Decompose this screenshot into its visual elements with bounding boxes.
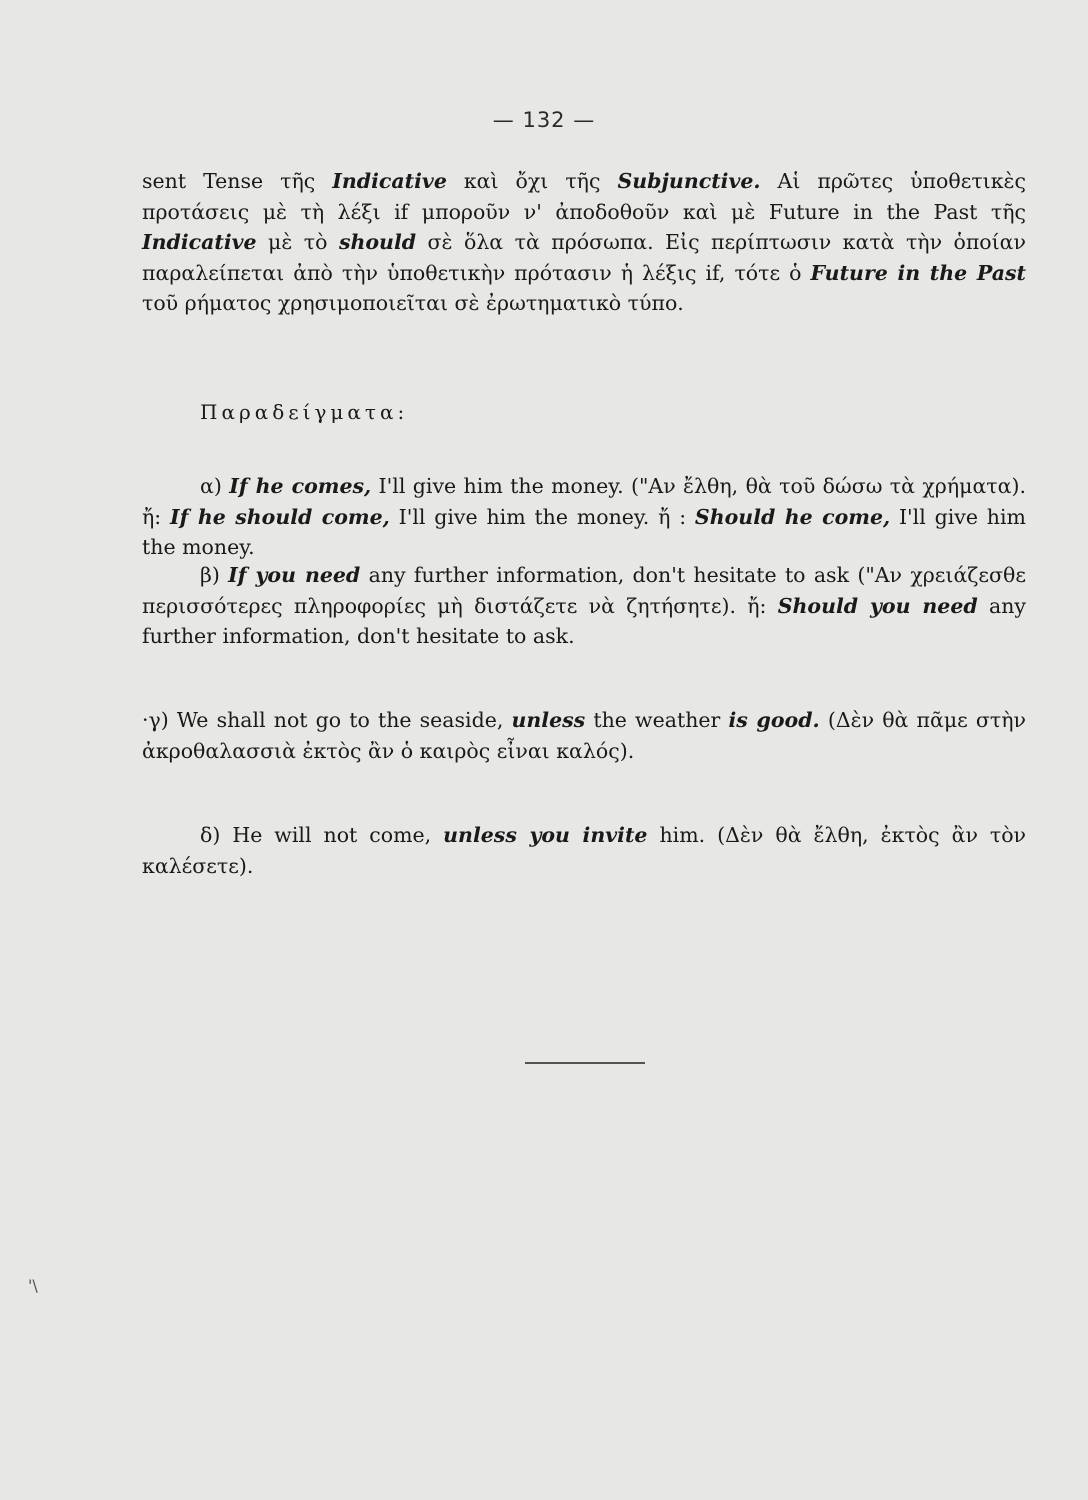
italic-term: If he comes, xyxy=(229,474,372,498)
text-run: I'll give him the money. ("Αν ἔλθη, θὰ τοῦ δώσω τὰ χρήματα). ἤ: xyxy=(142,474,1027,529)
text-run: him. (Δὲν θὰ ἔλθη, ἐκτὸς ἂν τὸν καλέσετε). xyxy=(142,823,1027,878)
example-a xyxy=(142,471,1026,563)
text-run: any further information, don't hesitate to ask ("Αν χρειάζεσθε περισσότερες πληροφορίες μὴ διστάζετε νὰ ζητήσητε). ἤ: xyxy=(142,563,1026,618)
example-label: δ) xyxy=(200,823,233,847)
example-label: β) xyxy=(200,563,229,587)
text-run: (Δὲν θὰ πᾶμε στὴν ἀκροθαλασσιὰ ἐκτὸς ἂν ὁ καιρὸς εἶναι καλός). xyxy=(142,708,1026,763)
examples-heading: Παραδείγματα: xyxy=(200,400,409,424)
example-label: ·γ) xyxy=(142,708,177,732)
italic-term: Should you need xyxy=(777,593,978,618)
italic-term: Subjunctive. xyxy=(617,169,761,193)
text-run: τοῦ ρήματος χρησιμοποιεῖται σὲ ἐρωτηματικὸ τύπο. xyxy=(142,291,684,315)
italic-term: unless you invite xyxy=(443,823,648,847)
text-run: Αἱ πρῶτες ὑποθετικὲς προτάσεις μὲ τὴ λέξι if μποροῦν ν' ἀποδοθοῦν καὶ μὲ Future in the Past τῆς xyxy=(142,169,1026,224)
text-run: σὲ ὅλα τὰ πρόσωπα. Εἰς περίπτωσιν κατὰ τὴν ὁποίαν παραλείπεται ἀπὸ τὴν ὑποθετικὴν πρότασιν ἡ λέξις if, τότε ὁ xyxy=(142,230,1026,285)
italic-term: Future in the Past xyxy=(810,260,1026,285)
text-run: We shall not go to the seaside, xyxy=(176,708,512,732)
italic-term: If he should come, xyxy=(170,504,390,529)
margin-mark: '\ xyxy=(28,1276,38,1295)
text-run: I'll give him the money. xyxy=(142,504,1026,559)
bleed-through-rule xyxy=(525,1062,645,1064)
text-run: μὲ τὸ xyxy=(256,230,339,254)
italic-term: Indicative xyxy=(332,169,447,193)
text-run: I'll give him the money. ἤ : xyxy=(389,504,695,529)
example-b xyxy=(142,560,1026,652)
text-run: He will not come, xyxy=(232,823,444,847)
example-label: α) xyxy=(200,474,230,498)
italic-term: Should he come, xyxy=(694,504,891,529)
italic-term: If you need xyxy=(228,563,361,587)
text-run: sent Tense τῆς xyxy=(142,169,333,193)
text-run: καὶ ὄχι τῆς xyxy=(446,169,618,193)
text-run: the weather xyxy=(585,708,729,732)
page-number: — 132 — xyxy=(492,108,596,132)
italic-term: should xyxy=(338,230,417,254)
italic-term: is good. xyxy=(728,708,820,732)
example-d xyxy=(142,820,1026,881)
grammar-paragraph xyxy=(142,166,1026,319)
italic-term: Indicative xyxy=(142,230,257,254)
example-c xyxy=(142,705,1026,766)
text-run: any further information, don't hesitate to ask. xyxy=(142,593,1026,648)
italic-term: unless xyxy=(511,708,586,732)
